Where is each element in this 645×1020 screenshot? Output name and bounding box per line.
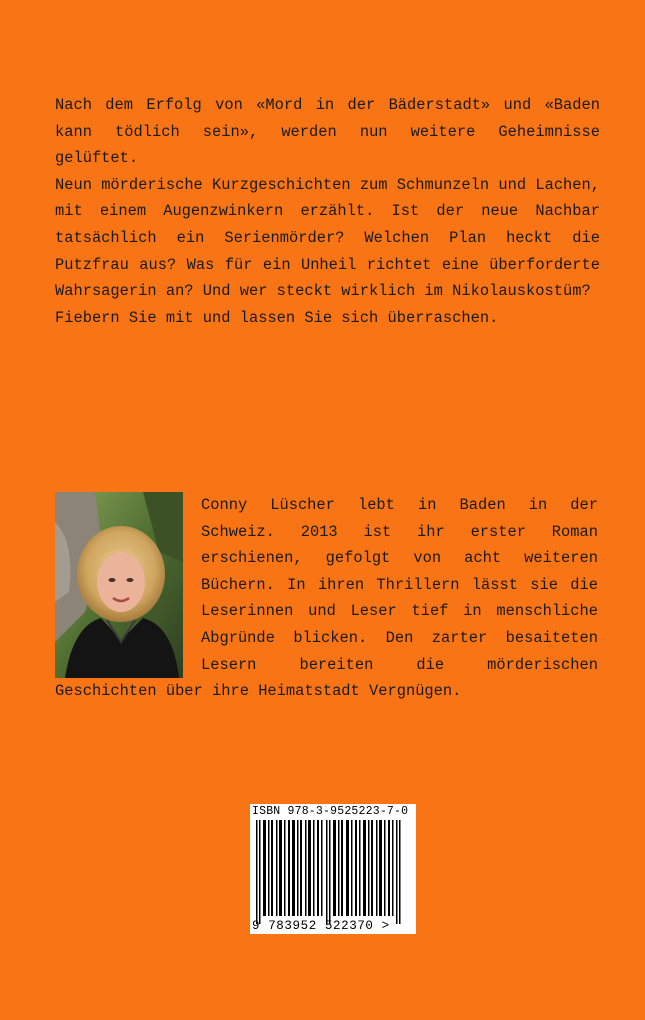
isbn-barcode [250, 804, 416, 934]
barcode-bars [250, 804, 416, 934]
blurb-paragraph: Neun mörderische Kurzgeschichten zum Schmunzeln und Lachen, mit einem Augenzwinkern erzählt. Ist der neue Nachbar tatsächlich ein Serienmörder? Welchen Plan heckt die Putzfrau aus? Was für ein Unheil richtet eine überforderte Wahrsagerin an? Und wer steckt wirklich im Nikolauskostüm? [55, 175, 600, 301]
blurb-paragraph: Nach dem Erfolg von «Mord in der Bäderstadt» und «Baden kann tödlich sein», werden nun weitere Geheimnisse gelüftet. [55, 96, 600, 168]
author-bio: Conny Lüscher lebt in Baden in der Schweiz. 2013 ist ihr erster Roman erschienen, gefolgt von acht weiteren Büchern. In ihren Thrillern lässt sie die Leserinnen und Leser tief in menschliche Abgründe blicken. Den zarter besaiteten Lesern bereiten die mörderischen Geschichten über ihre Heimatstadt Vergnügen. [55, 496, 598, 701]
barcode-digits: 9 783952 522370 > [252, 919, 390, 933]
back-cover-blurb [55, 92, 600, 331]
author-photo [55, 492, 183, 678]
blurb-paragraph: Fiebern Sie mit und lassen Sie sich überraschen. [55, 308, 499, 327]
isbn-label: ISBN 978-3-9525223-7-0 [252, 805, 409, 818]
